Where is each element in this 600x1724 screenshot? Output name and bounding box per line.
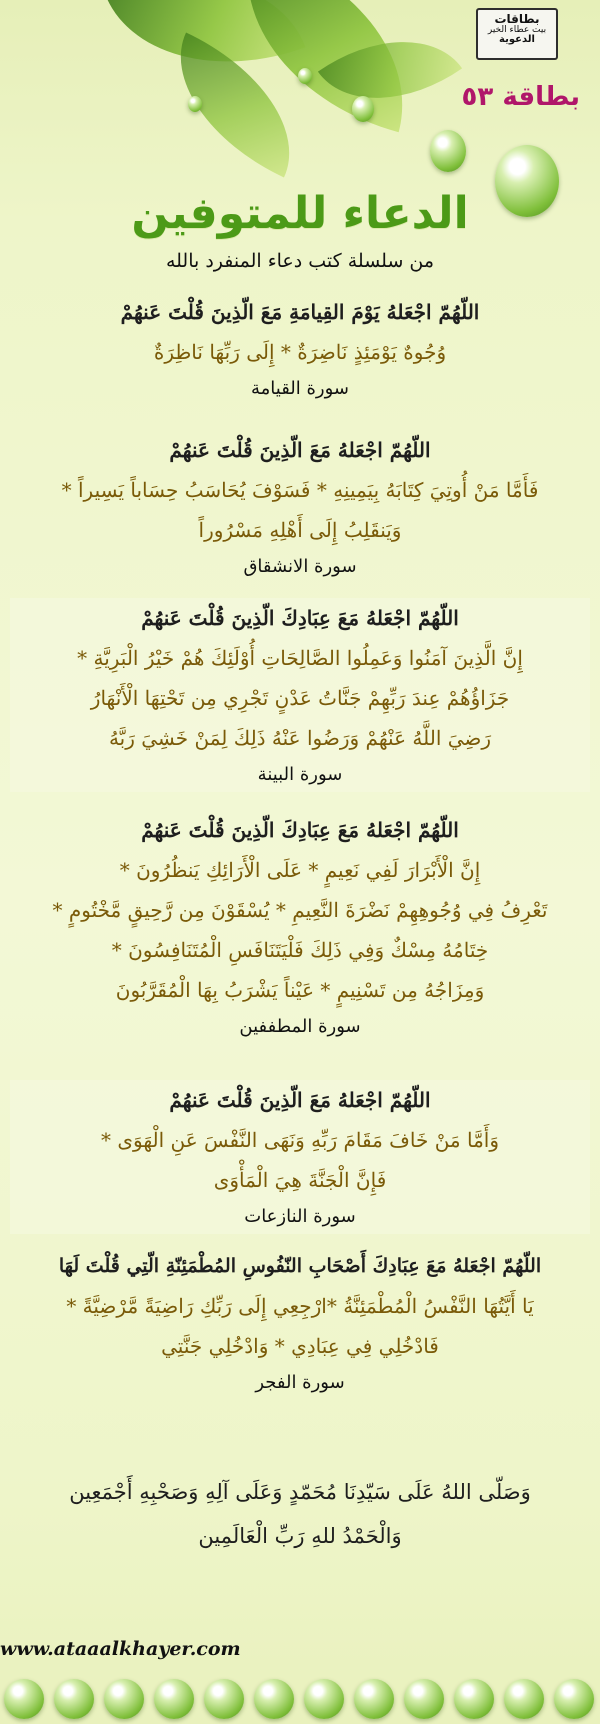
verse-line: فَأَمَّا مَنْ أُوتِيَ كِتَابَهُ بِيَمِينِهِ * فَسَوْفَ يُحَاسَبُ حِسَاباً يَسِيراً *: [61, 478, 539, 502]
verse-line: إِنَّ الَّذِينَ آمَنُوا وَعَمِلُوا الصَّالِحَاتِ أُوْلَئِكَ هُمْ خَيْرُ الْبَرِيَّةِ *: [77, 646, 523, 670]
verse-line: إِنَّ الْأَبْرَارَ لَفِي نَعِيمٍ * عَلَى الْأَرَائِكِ يَنظُرُونَ *: [119, 858, 481, 882]
surah-name: سورة المطففين: [239, 1016, 361, 1037]
section-fajr: [10, 1246, 590, 1400]
verse-line: فَإِنَّ الْجَنَّةَ هِيَ الْمَأْوَى: [213, 1168, 387, 1192]
water-drop-icon: [495, 145, 559, 217]
closing-prayer: [20, 1470, 580, 1558]
section-naziat: [10, 1080, 590, 1234]
section-bayyinah: [10, 598, 590, 792]
surah-name: سورة القيامة: [250, 378, 350, 399]
water-drop-icon: [298, 68, 312, 84]
card-number: بطاقة ٥٣: [461, 82, 580, 112]
water-drop-icon: [304, 1679, 344, 1719]
dua-line: اللّهُمّ اجْعَلهُ يَوْمَ القِيامَةِ مَعَ الّذِينَ قُلْتَ عَنهُمْ: [120, 300, 480, 324]
water-drop-icon: [404, 1679, 444, 1719]
dua-line: اللّهُمّ اجْعَلهُ مَعَ عِبَادِكَ أَصْحَابِ النّفُوسِ المُطْمَئِنّةِ الّتِي قُلْتَ لَهَا: [58, 1255, 542, 1277]
section-mutaffifin: [10, 810, 590, 1044]
verse-line: رَضِيَ اللَّهُ عَنْهُمْ وَرَضُوا عَنْهُ ذَلِكَ لِمَنْ خَشِيَ رَبَّهُ: [108, 726, 492, 750]
section-inshiqaq: [10, 430, 590, 584]
page-title: الدعاء للمتوفين: [131, 188, 469, 239]
subtitle: من سلسلة كتب دعاء المنفرد بالله: [165, 250, 435, 272]
water-drop-icon: [454, 1679, 494, 1719]
water-drop-icon: [352, 96, 374, 122]
logo-line-2: بيت عطاء الخير: [487, 24, 547, 35]
water-drop-icon: [504, 1679, 544, 1719]
surah-name: سورة الفجر: [255, 1372, 345, 1393]
surah-name: سورة النازعات: [244, 1206, 356, 1227]
water-drop-icon: [4, 1679, 44, 1719]
dua-line: اللّهُمّ اجْعَلهُ مَعَ الّذِينَ قُلْتَ عَنهُمْ: [169, 438, 431, 462]
verse-line: وَأَمَّا مَنْ خَافَ مَقَامَ رَبِّهِ وَنَهَى النَّفْسَ عَنِ الْهَوَى *: [100, 1128, 500, 1152]
section-qiyamah: [10, 292, 590, 406]
water-drop-icon: [204, 1679, 244, 1719]
verse-line: وُجُوهٌ يَوْمَئِذٍ نَاضِرَةٌ * إِلَى رَبِّهَا نَاظِرَةٌ: [153, 340, 447, 364]
verse-line: تَعْرِفُ فِي وُجُوهِهِمْ نَضْرَةَ النَّعِيمِ * يُسْقَوْنَ مِن رَّحِيقٍ مَّخْتُومٍ *: [52, 898, 548, 922]
closing-line: وَالْحَمْدُ للهِ رَبِّ الْعَالَمِين: [198, 1524, 402, 1548]
verse-line: جَزَاؤُهُمْ عِندَ رَبِّهِمْ جَنَّاتُ عَدْنٍ تَجْرِي مِن تَحْتِهَا الْأَنْهَارُ: [90, 686, 510, 710]
closing-line: وَصَلّى اللهُ عَلَى سَيّدِنَا مُحَمّدٍ وَعَلَى آلِهِ وَصَحْبِهِ أَجْمَعِين: [69, 1480, 531, 1504]
website-link[interactable]: www.ataaalkhayer.com: [0, 1638, 241, 1660]
verse-line: وَيَنقَلِبُ إِلَى أَهْلِهِ مَسْرُوراً: [198, 518, 402, 542]
water-drop-icon: [54, 1679, 94, 1719]
logo-line-3: الدعوية: [499, 34, 535, 46]
water-drop-icon: [104, 1679, 144, 1719]
water-drop-icon: [430, 130, 466, 172]
surah-name: سورة البينة: [257, 764, 343, 785]
verse-line: وَمِزَاجُهُ مِن تَسْنِيمٍ * عَيْناً يَشْرَبُ بِهَا الْمُقَرَّبُونَ: [115, 978, 485, 1002]
water-drop-icon: [188, 96, 202, 112]
verse-line: خِتَامُهُ مِسْكٌ وَفِي ذَلِكَ فَلْيَتَنَافَسِ الْمُتَنَافِسُونَ *: [111, 938, 489, 962]
logo-line-1: بطاقات: [494, 12, 540, 26]
dua-line: اللّهُمّ اجْعَلهُ مَعَ عِبَادِكَ الّذِينَ قُلْتَ عَنهُمْ: [141, 606, 459, 630]
surah-name: سورة الانشقاق: [243, 556, 357, 577]
verse-line: فَادْخُلِي فِي عِبَادِي * وَادْخُلِي جَنَّتِي: [161, 1334, 439, 1358]
logo-badge: [476, 8, 558, 60]
dua-line: اللّهُمّ اجْعَلهُ مَعَ عِبَادِكَ الّذِينَ قُلْتَ عَنهُمْ: [141, 818, 459, 842]
bottom-drops-border: [0, 1675, 600, 1724]
water-drop-icon: [354, 1679, 394, 1719]
water-drop-icon: [254, 1679, 294, 1719]
verse-line: يَا أَيَّتُهَا النَّفْسُ الْمُطْمَئِنَّةُ *ارْجِعِي إِلَى رَبِّكِ رَاضِيَةً مَّرْضِيَّةً *: [66, 1294, 534, 1318]
water-drop-icon: [554, 1679, 594, 1719]
dua-line: اللّهُمّ اجْعَلهُ مَعَ الّذِينَ قُلْتَ عَنهُمْ: [169, 1088, 431, 1112]
water-drop-icon: [154, 1679, 194, 1719]
